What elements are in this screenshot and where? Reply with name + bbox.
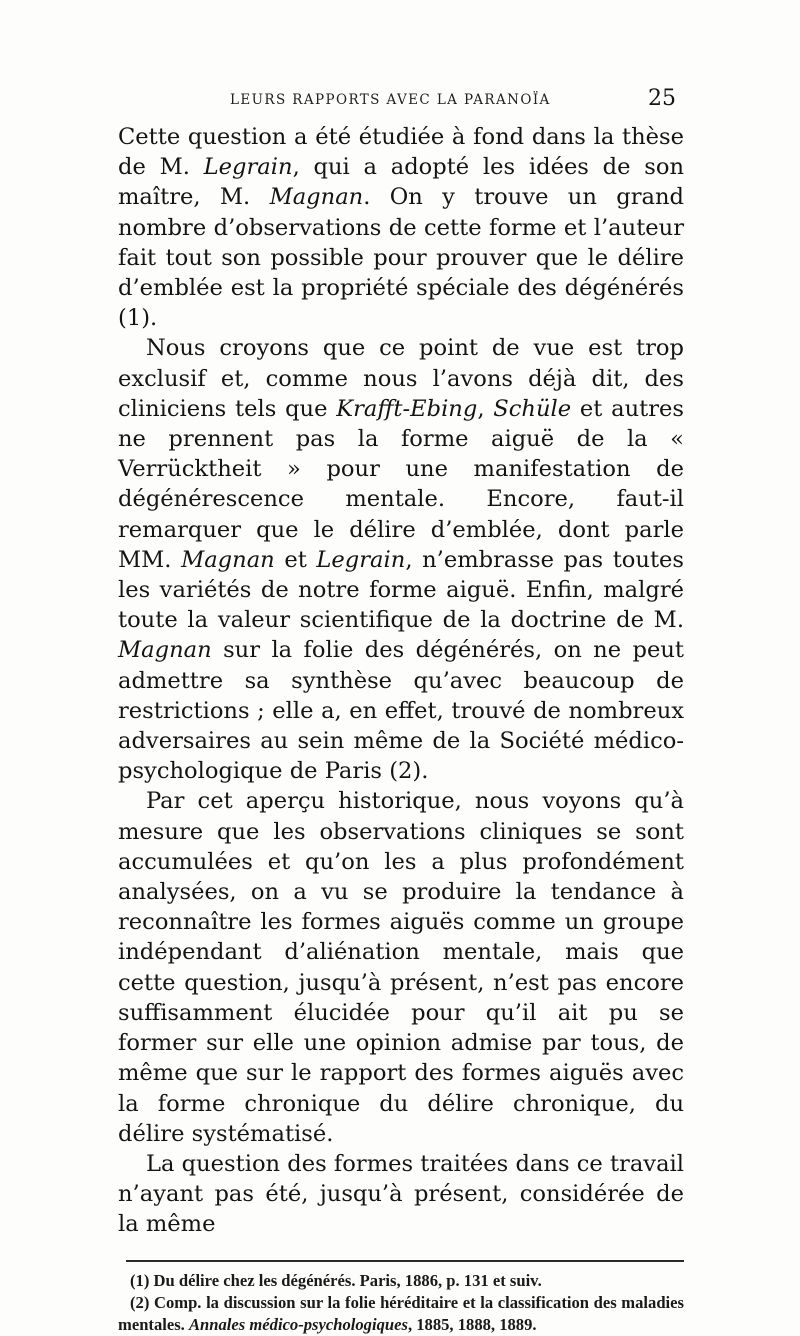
text-run: Nous croyons que ce point de vue est trop exclusif et, comme nous l’avons déjà dit, des cliniciens tels que — [118, 335, 684, 422]
italic-text: Legrain — [316, 546, 406, 573]
text-run: sur la folie des dégénérés, on ne peut admettre sa synthèse qu’avec beaucoup de restrictions ; elle a, en effet, trouvé de nombreux adversaires au sein même de la Société médico-psychologique de Paris (2). — [118, 637, 684, 785]
italic-text: Magnan — [269, 184, 364, 211]
book-page — [118, 80, 684, 1336]
italic-text: Annales médico-psychologiques — [188, 1314, 408, 1334]
running-header — [118, 80, 684, 114]
italic-text: Magnan — [118, 637, 212, 664]
italic-text: Schüle — [493, 395, 572, 422]
italic-text: Krafft-Ebing — [336, 395, 478, 422]
text-run: Par cet aperçu historique, nous voyons qu’à mesure que les observations cliniques se sont accumulées et qu’on les a plus profondément analysées, on a vu se produire la tendance à reconnaître les formes aiguës comme un groupe indépendant d’aliénation mentale, mais que cette question, jusqu’à présent, n’est pas encore suffisamment élucidée pour qu’il ait pu se former sur elle une opinion admise par tous, de même que sur le rapport des formes aiguës avec la forme chronique du délire chronique, du délire systématisé. — [118, 788, 684, 1147]
text-run: La question des formes traitées dans ce travail n’ayant pas été, jusqu’à présent, considérée de la même — [118, 1150, 684, 1238]
body-text — [118, 122, 684, 1240]
footnote — [118, 1292, 684, 1336]
footnote — [118, 1270, 684, 1292]
text-run: (2) Comp. la discussion sur la folie héréditaire et la classification des maladies mentales. — [118, 1292, 684, 1334]
footnote-divider — [126, 1260, 684, 1262]
footnotes — [118, 1270, 684, 1336]
italic-text: Magnan — [181, 546, 275, 573]
text-run: , qui a adopté les idées de son maître, M. — [118, 154, 685, 211]
text-run: , 1885, 1888, 1889. — [407, 1314, 537, 1334]
text-run: , n’embrasse pas toutes les variétés de notre forme aiguë. Enfin, malgré toute la valeur scientifique de la doctrine de M. — [118, 546, 684, 634]
paragraph — [118, 1149, 684, 1240]
text-run: . On y trouve un grand nombre d’observations de cette forme et l’auteur fait tout son possible pour prouver que le délire d’emblée est la propriété spéciale des dégénérés (1). — [118, 184, 685, 332]
text-run: , — [477, 395, 494, 422]
text-run: (1) Du délire chez les dégénérés. Paris, 1886, p. 131 et suiv. — [130, 1270, 542, 1290]
page-number: 25 — [648, 86, 676, 111]
text-run: et — [274, 546, 317, 573]
paragraph — [118, 333, 684, 786]
text-run: et autres ne prennent pas la forme aiguë de la « Verrücktheit » pour une manifestation de dégénérescence mentale. Encore, faut-il remarquer que le délire d’emblée, dont parle MM. — [118, 395, 684, 573]
text-run: Cette question a été étudiée à fond dans la thèse de M. — [118, 124, 684, 181]
running-title: LEURS RAPPORTS AVEC LA PARANOÏA — [230, 92, 551, 108]
paragraph — [118, 786, 684, 1148]
paragraph — [118, 122, 684, 333]
italic-text: Legrain — [203, 154, 293, 181]
